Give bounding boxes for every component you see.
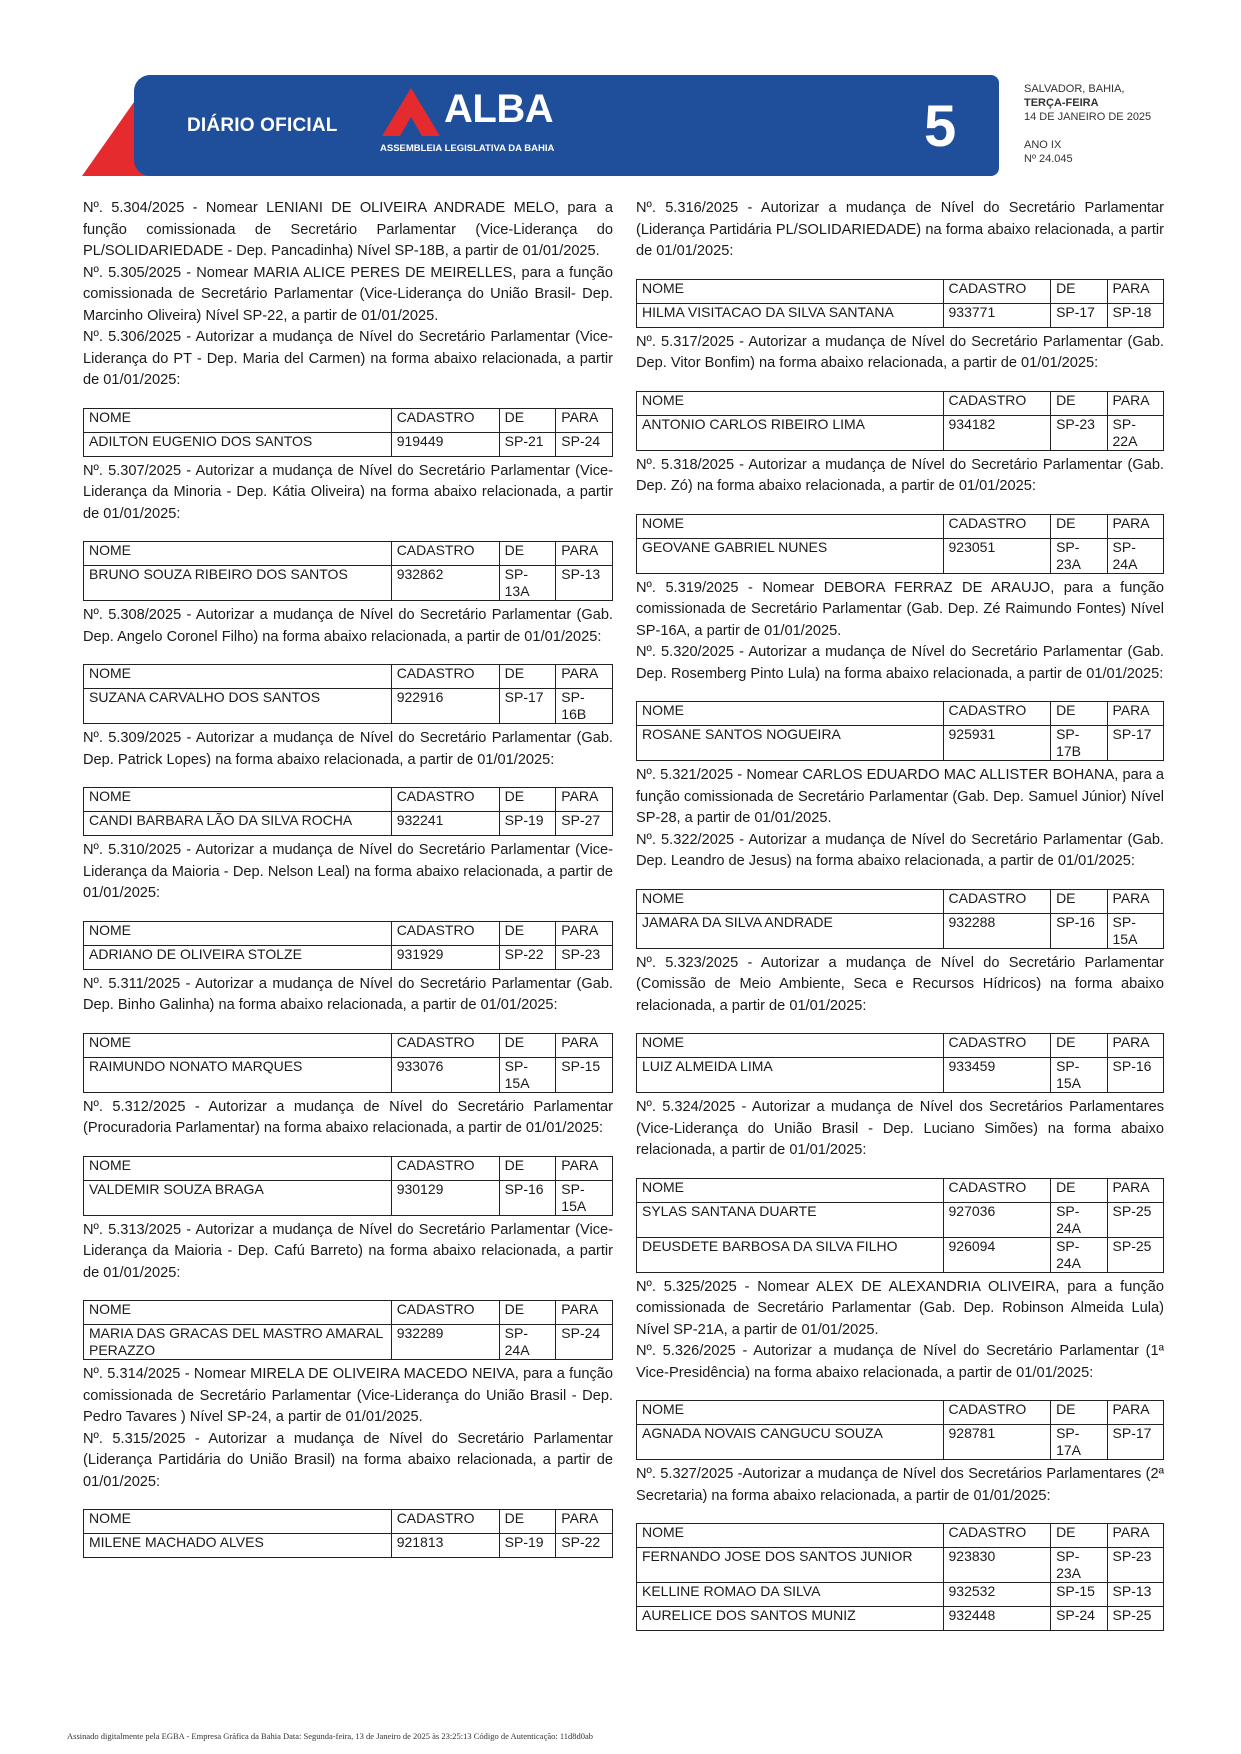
header-name: NOME [84, 1510, 392, 1534]
table-header-row [84, 788, 613, 812]
cell-cadastro: 932241 [391, 812, 499, 836]
act-paragraph: Nº. 5.320/2025 - Autorizar a mudança de Nível do Secretário Parlamentar (Gab. Dep. Rosemberg Pinto Lula) na forma abaixo relacionada, a partir de 01/01/2025: [636, 644, 1164, 682]
header-de: DE [499, 921, 556, 945]
cell-de: SP-23A [1051, 538, 1107, 573]
cell-para: SP-22A [1107, 415, 1163, 450]
act-paragraph: Nº. 5.317/2025 - Autorizar a mudança de Nível do Secretário Parlamentar (Gab. Dep. Vitor Bonfim) na forma abaixo relacionada, a partir de 01/01/2025: [636, 333, 1164, 371]
act-paragraph: Nº. 5.318/2025 - Autorizar a mudança de Nível do Secretário Parlamentar (Gab. Dep. Zó) na forma abaixo relacionada, a partir de 01/01/2025: [636, 456, 1164, 494]
act-paragraph: Nº. 5.323/2025 - Autorizar a mudança de Nível do Secretário Parlamentar (Comissão de Meio Ambiente, Seca e Recursos Hídricos) na forma abaixo relacionada, a partir de 01/01/2025: [636, 954, 1164, 1014]
cell-de: SP-17A [1051, 1425, 1107, 1460]
cell-cadastro: 934182 [943, 415, 1051, 450]
header-de: DE [499, 408, 556, 432]
cell-cadastro: 932288 [943, 913, 1051, 948]
cell-para: SP-25 [1107, 1607, 1163, 1631]
level-change-table [83, 1033, 613, 1093]
left-column [83, 198, 613, 1562]
header-name: NOME [84, 1301, 392, 1325]
cell-name: VALDEMIR SOUZA BRAGA [84, 1180, 392, 1215]
cell-de: SP-17B [1051, 726, 1107, 761]
cell-name: KELLINE ROMAO DA SILVA [637, 1583, 944, 1607]
header-name: NOME [637, 1034, 944, 1058]
cell-de: SP-15A [499, 1057, 556, 1092]
table-header-row [637, 1178, 1164, 1202]
cell-name: CANDI BARBARA LÃO DA SILVA ROCHA [84, 812, 392, 836]
act-paragraph: Nº. 5.326/2025 - Autorizar a mudança de Nível do Secretário Parlamentar (1ª Vice-Presidência) na forma abaixo relacionada, a partir de 01/01/2025: [636, 1343, 1164, 1381]
table-header-row [637, 391, 1164, 415]
table-header-row [84, 1301, 613, 1325]
act-paragraph: Nº. 5.307/2025 - Autorizar a mudança de Nível do Secretário Parlamentar (Vice-Liderança da Minoria - Dep. Kátia Oliveira) na forma abaixo relacionada, a partir de 01/01/2025: [83, 462, 613, 522]
table-header-row [84, 408, 613, 432]
cell-de: SP-15A [1051, 1058, 1107, 1093]
level-change-table [83, 1509, 613, 1558]
header-para: PARA [1107, 1034, 1163, 1058]
level-change-table [83, 664, 613, 724]
level-change-table [636, 1033, 1164, 1093]
header-cadastro: CADASTRO [943, 702, 1051, 726]
level-change-table [83, 541, 613, 601]
header-cadastro: CADASTRO [391, 665, 499, 689]
act-paragraph: Nº. 5.324/2025 - Autorizar a mudança de Nível dos Secretários Parlamentares (Vice-Liderança do União Brasil - Dep. Luciano Simões) na forma abaixo relacionada, a partir de 01/01/2025: [636, 1099, 1164, 1158]
cell-name: ADILTON EUGENIO DOS SANTOS [84, 432, 392, 456]
header-para: PARA [1107, 1178, 1163, 1202]
cell-cadastro: 927036 [943, 1202, 1051, 1237]
header-cadastro: CADASTRO [391, 1156, 499, 1180]
cell-para: SP-24A [1107, 538, 1163, 573]
table-header-row [84, 1156, 613, 1180]
cell-de: SP-15 [1051, 1583, 1107, 1607]
act-paragraph: Nº. 5.325/2025 - Nomear ALEX DE ALEXANDRIA OLIVEIRA, para a função comissionada de Secretário Parlamentar (Gab. Dep. Robinson Almeida Lula) Nível SP-21A, a partir de 01/01/2025. [636, 1278, 1164, 1338]
issue-date: 14 DE JANEIRO DE 2025 [1024, 111, 1152, 123]
cell-para: SP-17 [1107, 1425, 1163, 1460]
header-de: DE [1051, 391, 1107, 415]
header-de: DE [1051, 889, 1107, 913]
act-paragraph: Nº. 5.312/2025 - Autorizar a mudança de Nível do Secretário Parlamentar (Procuradoria Parlamentar) na forma abaixo relacionada, a partir de 01/01/2025: [83, 1098, 613, 1136]
cell-cadastro: 931929 [391, 945, 499, 969]
alba-brand: ALBA [444, 87, 554, 131]
cell-de: SP-24A [1051, 1202, 1107, 1237]
table-header-row [637, 1034, 1164, 1058]
act-paragraph: Nº. 5.327/2025 -Autorizar a mudança de Nível dos Secretários Parlamentares (2ª Secretaria) na forma abaixo relacionada, a partir de 01/01/2025: [636, 1466, 1164, 1504]
table-row [637, 1607, 1164, 1631]
diario-oficial-title: DIÁRIO OFICIAL [187, 115, 338, 136]
header-de: DE [1051, 1178, 1107, 1202]
cell-cadastro: 933459 [943, 1058, 1051, 1093]
act-paragraph: Nº. 5.319/2025 - Nomear DEBORA FERRAZ DE ARAUJO, para a função comissionada de Secretário Parlamentar (Gab. Dep. Zé Raimundo Fontes) Nível SP-16A, a partir de 01/01/2025. [636, 579, 1164, 639]
header-cadastro: CADASTRO [943, 391, 1051, 415]
table-row [637, 1237, 1164, 1272]
cell-de: SP-16 [1051, 913, 1107, 948]
table-row [637, 415, 1164, 450]
cell-name: ADRIANO DE OLIVEIRA STOLZE [84, 945, 392, 969]
cell-name: MILENE MACHADO ALVES [84, 1534, 392, 1558]
cell-cadastro: 922916 [391, 689, 499, 724]
cell-para: SP-15A [1107, 913, 1163, 948]
cell-de: SP-24A [1051, 1237, 1107, 1272]
table-row [84, 1534, 613, 1558]
header-cadastro: CADASTRO [943, 279, 1051, 303]
cell-de: SP-24A [499, 1325, 556, 1360]
cell-name: HILMA VISITACAO DA SILVA SANTANA [637, 303, 944, 327]
cell-de: SP-17 [499, 689, 556, 724]
level-change-table [636, 701, 1164, 761]
header-name: NOME [84, 665, 392, 689]
cell-de: SP-23 [1051, 415, 1107, 450]
act-paragraph: Nº. 5.316/2025 - Autorizar a mudança de Nível do Secretário Parlamentar (Liderança Partidária PL/SOLIDARIEDADE) na forma abaixo relacionada, a partir de 01/01/2025: [636, 200, 1164, 259]
table-header-row [637, 702, 1164, 726]
alba-brand-subtitle: ASSEMBLEIA LEGISLATIVA DA BAHIA [380, 143, 555, 154]
cell-name: RAIMUNDO NONATO MARQUES [84, 1057, 392, 1092]
act-paragraph: Nº. 5.321/2025 - Nomear CARLOS EDUARDO MAC ALLISTER BOHANA, para a função comissionada de Secretário Parlamentar (Gab. Dep. Samuel Júnior) Nível SP-28, a partir de 01/01/2025. [636, 767, 1164, 826]
header-para: PARA [1107, 391, 1163, 415]
header-para: PARA [556, 408, 613, 432]
cell-para: SP-18 [1107, 303, 1163, 327]
cell-name: FERNANDO JOSE DOS SANTOS JUNIOR [637, 1548, 944, 1583]
level-change-table [83, 1156, 613, 1216]
cell-de: SP-13A [499, 566, 556, 601]
header-cadastro: CADASTRO [943, 1401, 1051, 1425]
cell-name: LUIZ ALMEIDA LIMA [637, 1058, 944, 1093]
table-row [637, 1058, 1164, 1093]
header-name: NOME [84, 921, 392, 945]
header-de: DE [499, 1510, 556, 1534]
header-cadastro: CADASTRO [391, 1033, 499, 1057]
table-row [84, 1180, 613, 1215]
cell-de: SP-17 [1051, 303, 1107, 327]
act-paragraph: Nº. 5.305/2025 - Nomear MARIA ALICE PERES DE MEIRELLES, para a função comissionada de Secretário Parlamentar (Vice-Liderança do União Brasil- Dep. Marcinho Oliveira) Nível SP-22, a partir de 01/01/2025. [83, 264, 613, 324]
header-cadastro: CADASTRO [391, 408, 499, 432]
cell-para: SP-23 [1107, 1548, 1163, 1583]
cell-de: SP-16 [499, 1180, 556, 1215]
cell-cadastro: 928781 [943, 1425, 1051, 1460]
header-para: PARA [1107, 889, 1163, 913]
cell-de: SP-19 [499, 1534, 556, 1558]
cell-cadastro: 933076 [391, 1057, 499, 1092]
cell-para: SP-22 [556, 1534, 613, 1558]
header-para: PARA [556, 921, 613, 945]
table-row [637, 303, 1164, 327]
header-name: NOME [637, 514, 944, 538]
header-cadastro: CADASTRO [943, 1524, 1051, 1548]
header-name: NOME [84, 1156, 392, 1180]
table-row [637, 538, 1164, 573]
header-para: PARA [1107, 514, 1163, 538]
cell-cadastro: 919449 [391, 432, 499, 456]
header-name: NOME [637, 279, 944, 303]
table-row [84, 1325, 613, 1360]
header-name: NOME [84, 542, 392, 566]
cell-cadastro: 923051 [943, 538, 1051, 573]
cell-name: GEOVANE GABRIEL NUNES [637, 538, 944, 573]
page-number: 5 [924, 94, 957, 159]
cell-de: SP-22 [499, 945, 556, 969]
table-row [84, 689, 613, 724]
table-row [637, 726, 1164, 761]
cell-para: SP-16 [1107, 1058, 1163, 1093]
act-paragraph: Nº. 5.322/2025 - Autorizar a mudança de Nível do Secretário Parlamentar (Gab. Dep. Leandro de Jesus) na forma abaixo relacionada, a partir de 01/01/2025: [636, 831, 1164, 869]
table-row [84, 945, 613, 969]
header-de: DE [1051, 1034, 1107, 1058]
level-change-table [83, 787, 613, 836]
act-paragraph: Nº. 5.309/2025 - Autorizar a mudança de Nível do Secretário Parlamentar (Gab. Dep. Patrick Lopes) na forma abaixo relacionada, a partir de 01/01/2025: [83, 730, 613, 768]
header-para: PARA [556, 665, 613, 689]
cell-para: SP-24 [556, 432, 613, 456]
header-para: PARA [556, 788, 613, 812]
cell-name: MARIA DAS GRACAS DEL MASTRO AMARAL PERAZZO [84, 1325, 392, 1360]
header-para: PARA [556, 1510, 613, 1534]
cell-para: SP-25 [1107, 1202, 1163, 1237]
cell-cadastro: 930129 [391, 1180, 499, 1215]
table-header-row [637, 279, 1164, 303]
cell-para: SP-16B [556, 689, 613, 724]
header-name: NOME [84, 1033, 392, 1057]
header-cadastro: CADASTRO [391, 788, 499, 812]
table-row [637, 1425, 1164, 1460]
cell-cadastro: 932862 [391, 566, 499, 601]
table-header-row [637, 889, 1164, 913]
table-header-row [84, 665, 613, 689]
cell-para: SP-27 [556, 812, 613, 836]
cell-cadastro: 926094 [943, 1237, 1051, 1272]
cell-cadastro: 932532 [943, 1583, 1051, 1607]
level-change-table [83, 921, 613, 970]
table-header-row [84, 1510, 613, 1534]
table-header-row [84, 921, 613, 945]
header-cadastro: CADASTRO [391, 1510, 499, 1534]
table-header-row [84, 1033, 613, 1057]
level-change-table [636, 1523, 1164, 1631]
cell-name: JAMARA DA SILVA ANDRADE [637, 913, 944, 948]
level-change-table [636, 391, 1164, 451]
cell-name: DEUSDETE BARBOSA DA SILVA FILHO [637, 1237, 944, 1272]
cell-name: SUZANA CARVALHO DOS SANTOS [84, 689, 392, 724]
cell-para: SP-15A [556, 1180, 613, 1215]
table-header-row [637, 1401, 1164, 1425]
cell-de: SP-24 [1051, 1607, 1107, 1631]
header-para: PARA [1107, 1524, 1163, 1548]
cell-de: SP-23A [1051, 1548, 1107, 1583]
header-para: PARA [556, 1301, 613, 1325]
act-paragraph: Nº. 5.314/2025 - Nomear MIRELA DE OLIVEIRA MACEDO NEIVA, para a função comissionada de Secretário Parlamentar (Vice-Liderança do União Brasil - Dep. Pedro Tavares ) Nível SP-24, a partir de 01/01/2025. [83, 1366, 613, 1425]
header-name: NOME [637, 1178, 944, 1202]
table-row [84, 566, 613, 601]
table-row [637, 1583, 1164, 1607]
cell-name: ROSANE SANTOS NOGUEIRA [637, 726, 944, 761]
header-cadastro: CADASTRO [391, 921, 499, 945]
header-name: NOME [637, 702, 944, 726]
act-paragraph: Nº. 5.315/2025 - Autorizar a mudança de Nível do Secretário Parlamentar (Liderança Partidária do União Brasil) na forma abaixo relacionada, a partir de 01/01/2025: [83, 1430, 613, 1490]
level-change-table [636, 1178, 1164, 1273]
table-header-row [637, 514, 1164, 538]
cell-name: SYLAS SANTANA DUARTE [637, 1202, 944, 1237]
cell-cadastro: 923830 [943, 1548, 1051, 1583]
header-name: NOME [637, 391, 944, 415]
header-de: DE [499, 1301, 556, 1325]
issue-year: ANO IX [1024, 139, 1062, 151]
cell-name: AGNADA NOVAIS CANGUCU SOUZA [637, 1425, 944, 1460]
header-de: DE [499, 665, 556, 689]
header-de: DE [499, 1033, 556, 1057]
act-paragraph: Nº. 5.304/2025 - Nomear LENIANI DE OLIVEIRA ANDRADE MELO, para a função comissionada de Secretário Parlamentar (Vice-Liderança do PL/SOLIDARIEDADE - Dep. Pancadinha) Nível SP-18B, a partir de 01/01/2025. [83, 200, 613, 259]
act-paragraph: Nº. 5.310/2025 - Autorizar a mudança de Nível do Secretário Parlamentar (Vice-Liderança da Maioria - Dep. Nelson Leal) na forma abaixo relacionada, a partir de 01/01/2025: [83, 842, 613, 901]
cell-name: AURELICE DOS SANTOS MUNIZ [637, 1607, 944, 1631]
act-paragraph: Nº. 5.313/2025 - Autorizar a mudança de Nível do Secretário Parlamentar (Vice-Liderança da Maioria - Dep. Cafú Barreto) na forma abaixo relacionada, a partir de 01/01/2025: [83, 1221, 613, 1281]
header-para: PARA [1107, 1401, 1163, 1425]
cell-para: SP-17 [1107, 726, 1163, 761]
header-de: DE [499, 788, 556, 812]
header-cadastro: CADASTRO [943, 514, 1051, 538]
cell-name: BRUNO SOUZA RIBEIRO DOS SANTOS [84, 566, 392, 601]
issue-weekday: TERÇA-FEIRA [1024, 97, 1099, 109]
header-de: DE [1051, 279, 1107, 303]
act-paragraph: Nº. 5.308/2025 - Autorizar a mudança de Nível do Secretário Parlamentar (Gab. Dep. Angelo Coronel Filho) na forma abaixo relacionada, a partir de 01/01/2025: [83, 607, 613, 645]
digital-signature-footer: Assinado digitalmente pela EGBA - Empresa Gráfica da Bahia Data: Segunda-feira, 13 de Janeiro de 2025 às 23:25:13 Código de Autenticação: 11d8d0ab [67, 1731, 594, 1741]
header-para: PARA [556, 1033, 613, 1057]
header-de: DE [1051, 514, 1107, 538]
header-de: DE [1051, 1524, 1107, 1548]
table-row [637, 913, 1164, 948]
header-banner [82, 75, 999, 176]
right-column [636, 198, 1164, 1635]
table-row [84, 432, 613, 456]
table-header-row [84, 542, 613, 566]
header-para: PARA [556, 542, 613, 566]
issue-number: Nº 24.045 [1024, 153, 1073, 165]
cell-para: SP-13 [1107, 1583, 1163, 1607]
cell-cadastro: 921813 [391, 1534, 499, 1558]
header-de: DE [499, 1156, 556, 1180]
header-cadastro: CADASTRO [943, 1034, 1051, 1058]
header-para: PARA [1107, 702, 1163, 726]
header-de: DE [499, 542, 556, 566]
cell-de: SP-21 [499, 432, 556, 456]
cell-cadastro: 932289 [391, 1325, 499, 1360]
header-name: NOME [84, 408, 392, 432]
header-cadastro: CADASTRO [391, 1301, 499, 1325]
act-paragraph: Nº. 5.311/2025 - Autorizar a mudança de Nível do Secretário Parlamentar (Gab. Dep. Binho Galinha) na forma abaixo relacionada, a partir de 01/01/2025: [83, 975, 613, 1013]
header-name: NOME [637, 889, 944, 913]
level-change-table [83, 408, 613, 457]
cell-name: ANTONIO CARLOS RIBEIRO LIMA [637, 415, 944, 450]
table-row [637, 1202, 1164, 1237]
level-change-table [636, 1400, 1164, 1460]
cell-cadastro: 932448 [943, 1607, 1051, 1631]
header-de: DE [1051, 702, 1107, 726]
header-cadastro: CADASTRO [943, 1178, 1051, 1202]
table-row [84, 1057, 613, 1092]
header-para: PARA [1107, 279, 1163, 303]
header-name: NOME [637, 1401, 944, 1425]
level-change-table [636, 279, 1164, 328]
level-change-table [83, 1300, 613, 1360]
cell-para: SP-24 [556, 1325, 613, 1360]
cell-para: SP-15 [556, 1057, 613, 1092]
table-row [637, 1548, 1164, 1583]
cell-cadastro: 933771 [943, 303, 1051, 327]
level-change-table [636, 514, 1164, 574]
table-header-row [637, 1524, 1164, 1548]
cell-para: SP-25 [1107, 1237, 1163, 1272]
cell-para: SP-23 [556, 945, 613, 969]
level-change-table [636, 889, 1164, 949]
issue-meta [1024, 82, 1151, 166]
issue-city: SALVADOR, BAHIA, [1024, 83, 1125, 95]
header-de: DE [1051, 1401, 1107, 1425]
header-name: NOME [637, 1524, 944, 1548]
cell-de: SP-19 [499, 812, 556, 836]
table-row [84, 812, 613, 836]
header-para: PARA [556, 1156, 613, 1180]
header-cadastro: CADASTRO [391, 542, 499, 566]
act-paragraph: Nº. 5.306/2025 - Autorizar a mudança de Nível do Secretário Parlamentar (Vice-Liderança do PT - Dep. Maria del Carmen) na forma abaixo relacionada, a partir de 01/01/2025: [83, 329, 613, 388]
cell-cadastro: 925931 [943, 726, 1051, 761]
cell-para: SP-13 [556, 566, 613, 601]
header-name: NOME [84, 788, 392, 812]
header-cadastro: CADASTRO [943, 889, 1051, 913]
